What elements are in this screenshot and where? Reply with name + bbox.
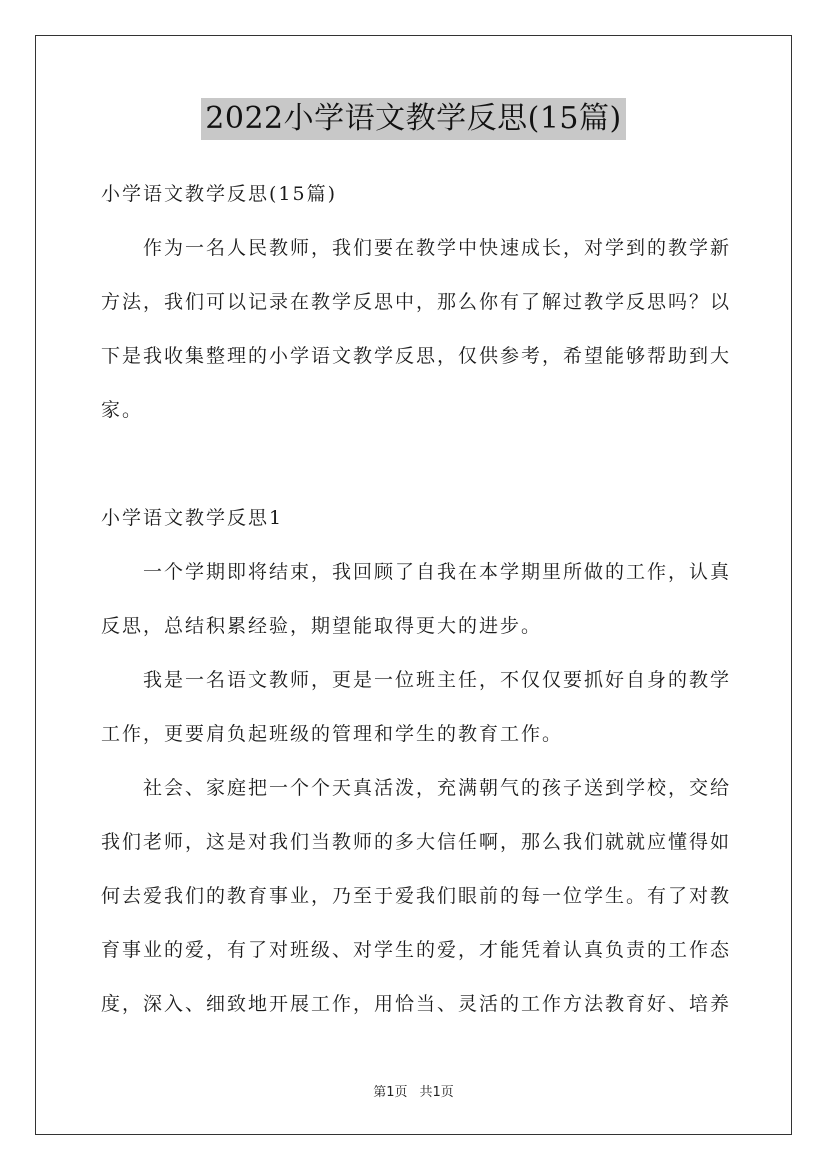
paragraph-line: 何去爱我们的教育事业，乃至于爱我们眼前的每一位学生。有了对教 <box>101 885 729 907</box>
paragraph-line: 作为一名人民教师，我们要在教学中快速成长，对学到的教学新 <box>143 237 729 259</box>
paragraph-line: 反思，总结积累经验，期望能取得更大的进步。 <box>101 615 543 637</box>
page-number: 第1页 <box>373 1085 408 1100</box>
paragraph-line: 下是我收集整理的小学语文教学反思，仅供参考，希望能够帮助到大 <box>101 345 729 367</box>
page-total: 共1页 <box>419 1085 454 1100</box>
section-heading: 小学语文教学反思(15篇) <box>101 183 338 205</box>
paragraph-line: 一个学期即将结束，我回顾了自我在本学期里所做的工作，认真 <box>143 561 729 583</box>
title-area <box>0 98 827 140</box>
paragraph-line: 度，深入、细致地开展工作，用恰当、灵活的工作方法教育好、培养 <box>101 993 729 1015</box>
document-body <box>101 176 729 1040</box>
blank-line <box>101 446 729 500</box>
paragraph-line: 方法，我们可以记录在教学反思中，那么你有了解过教学反思吗？以 <box>101 291 729 313</box>
paragraph-line: 工作，更要肩负起班级的管理和学生的教育工作。 <box>101 723 564 745</box>
paragraph-line: 育事业的爱，有了对班级、对学生的爱，才能凭着认真负责的工作态 <box>101 939 729 961</box>
paragraph-line: 我们老师，这是对我们当教师的多大信任啊，那么我们就就应懂得如 <box>101 831 729 853</box>
document-title[interactable]: 2022小学语文教学反思(15篇) <box>201 98 625 140</box>
paragraph-line: 我是一名语文教师，更是一位班主任，不仅仅要抓好自身的教学 <box>143 669 729 691</box>
paragraph-line: 社会、家庭把一个个天真活泼，充满朝气的孩子送到学校，交给 <box>143 777 729 799</box>
section-heading: 小学语文教学反思1 <box>101 507 284 529</box>
paragraph-line: 家。 <box>101 399 144 421</box>
page-footer <box>0 1081 827 1100</box>
